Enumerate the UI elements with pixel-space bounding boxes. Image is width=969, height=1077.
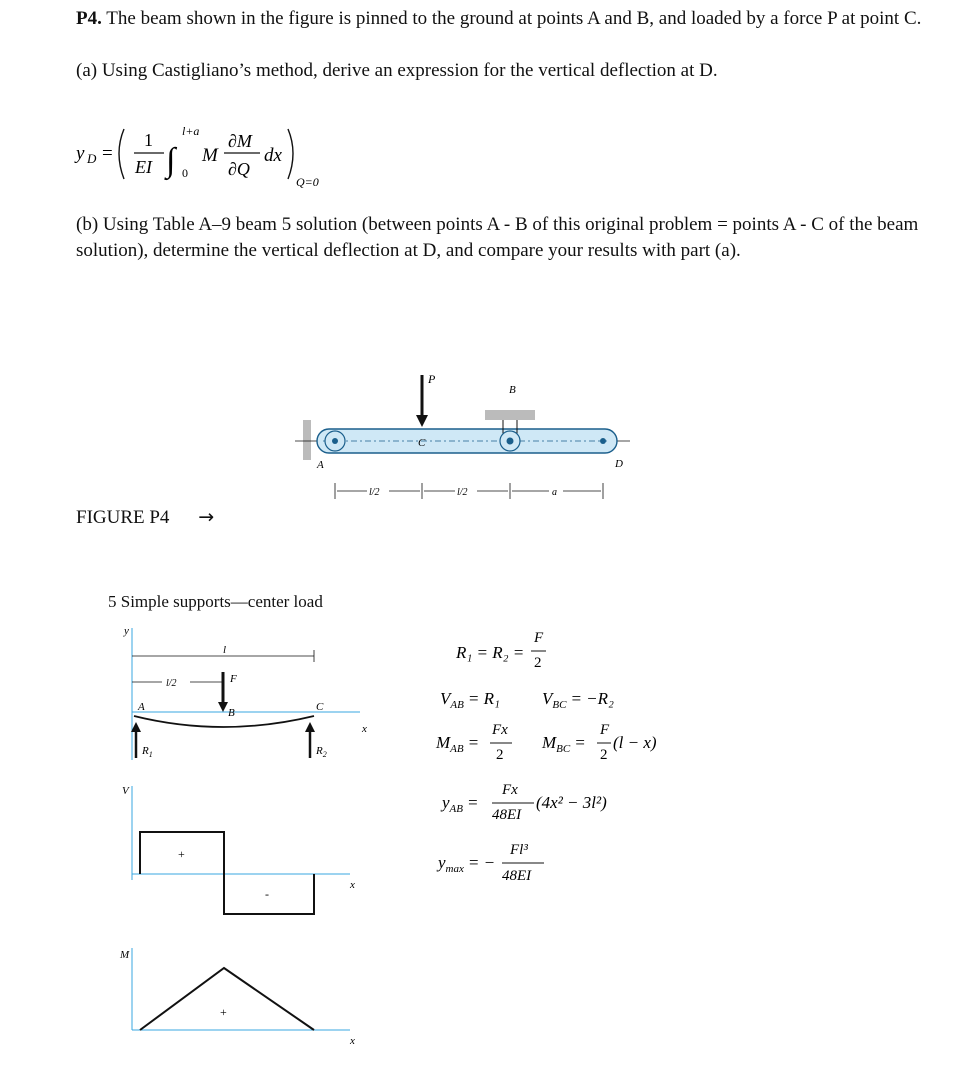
table-beam-diagrams [110,620,390,1060]
ymax-den: 48EI [502,868,532,884]
yab-num: Fx [502,782,518,798]
label-b: B [509,384,516,396]
right-arrow-icon: → [198,506,215,528]
yab-den: 48EI [492,807,522,823]
label-p: P [428,372,436,386]
dim-2: l/2 [457,487,468,498]
point-b-label: B [228,707,235,719]
reaction-r2-arrow-icon [305,722,315,732]
mbc-tail: (l − x) [613,733,657,752]
mbc-label: $M_{BC}$ = [542,733,586,755]
part-b-text: (b) Using Table A–9 beam 5 solution (between points A - B of this original problem = points A - C of the beam solution), determine the vertical deflection at D, and compare your results with part (a). [76,214,919,261]
x-axis-label-moment: x [350,1035,355,1047]
moment-plus: + [220,1005,227,1019]
svg-text:=: = [102,143,113,164]
dim-3: a [552,487,557,498]
problem-intro-text: The beam shown in the figure is pinned to the ground at points A and B, and loaded by a force P at point C. [106,8,922,29]
problem-intro [76,6,936,32]
eq-integrand-m: M [202,145,218,166]
wall-support [303,420,311,460]
shear-minus: - [265,887,269,901]
point-a-label: A [138,701,145,713]
yab-tail: (4x² − 3l²) [536,793,607,812]
mab-label: $M_{AB}$ = [436,733,480,755]
eq-lhs: y [76,143,85,164]
ymax-label: $y_{max}$ = − [438,853,496,875]
r2-label: $R_2$ [316,745,327,759]
integral-sign-icon: ∫ [166,142,176,179]
eq-upper-limit: l+a [182,124,200,138]
beam-formulas [430,620,730,900]
span-l-label: l [223,644,227,656]
point-c-label: C [316,701,324,713]
mbc-num: F [600,722,610,738]
castigliano-equation [70,115,350,195]
dim-1: l/2 [369,487,380,498]
force-f-arrow-icon [218,702,228,712]
force-p-arrow-icon [416,415,428,427]
v-axis-label: V [122,785,129,797]
shear-plus: + [178,847,185,861]
x-axis-label-beam: x [362,723,367,735]
figure-p4-label-text: FIGURE P4 [76,507,170,528]
eq-dm: ∂M [228,131,252,151]
part-a-text: (a) Using Castigliano’s method, derive an expression for the vertical deflection at D. [76,60,718,81]
eq-lhs-sub: D [87,151,97,166]
problem-number: P4. [76,8,102,29]
label-d: D [615,458,623,470]
m-axis-label: M [120,949,130,961]
mab-den: 2 [496,747,504,763]
table-beam-title: 5 Simple supports—center load [108,592,323,611]
figure-p4-beam [285,365,665,515]
mbc-den: 2 [600,747,608,763]
x-axis-label-shear: x [350,879,355,891]
y-axis-label: y [124,625,129,637]
reactions-formula: R₁ = R₂ = [456,643,525,662]
eq-dx: dx [264,145,282,166]
ymax-num: Fl³ [510,842,528,858]
label-a: A [317,459,324,471]
eq-eval-at: Q=0 [296,175,319,189]
span-half-label: l/2 [166,678,177,689]
label-c: C [418,437,426,449]
mab-num: Fx [492,722,508,738]
eq-dq: ∂Q [228,159,250,179]
figure-p4-label [76,506,214,529]
force-f-label: F [230,673,237,685]
vab-formula: $V_{AB} = R_1$ [440,689,500,711]
yab-label: $y_{AB}$ = [442,793,479,815]
eq-frac-num: 1 [144,130,153,150]
point-d-marker [600,438,606,444]
eq-lower-limit: 0 [182,166,188,180]
support-b [485,410,535,420]
reactions-den: 2 [534,655,542,671]
reactions-num: F [534,630,544,646]
eq-frac-den: EI [135,157,152,177]
vbc-formula: $V_{BC} = -R_2$ [542,689,614,711]
deflected-beam-curve [134,716,314,727]
moment-diagram [140,968,314,1030]
shear-diagram [140,832,314,914]
r1-label: $R_1$ [142,745,153,759]
